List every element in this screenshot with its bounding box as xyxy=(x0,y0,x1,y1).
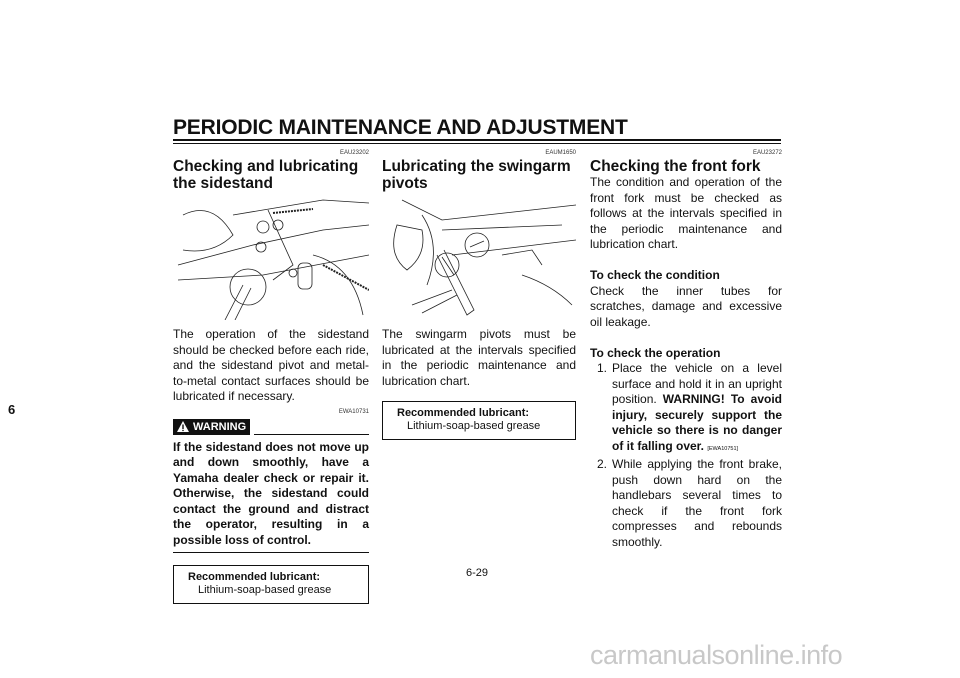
section-swingarm xyxy=(382,150,576,440)
section-code: EAU23272 xyxy=(752,150,782,156)
warning-code: EWA10731 xyxy=(338,408,369,415)
step-item: 1. Place the vehicle on a level surface and hold it in an upright position. WARNING! To avoid injury, securely support the vehicle so there is no danger of it falling over. [EWA10751] xyxy=(596,361,782,453)
warning-header xyxy=(173,419,369,435)
lubricant-value: Lithium-soap-based grease xyxy=(198,584,332,596)
step-warning: WARNING! To avoid injury, securely support the vehicle so there is no danger of it falling over. xyxy=(612,392,782,453)
chapter-tab: 6 xyxy=(8,402,16,417)
subheading-operation: To check the operation xyxy=(590,345,721,360)
section-heading: Lubricating the swingarm pivots xyxy=(382,158,571,192)
section-body: The operation of the sidestand should be checked before each ride, and the sidestand pivot and metal-to-metal contact surfaces should be lubricated if necessary. xyxy=(173,327,369,403)
section-front-fork xyxy=(590,150,782,550)
watermark: carmanualsonline.info xyxy=(590,640,843,670)
page-title: PERIODIC MAINTENANCE AND ADJUSTMENT xyxy=(173,116,628,139)
section-sidestand xyxy=(173,150,369,604)
section-code: EAUM1650 xyxy=(545,150,576,156)
lubricant-label: Recommended lubricant: xyxy=(397,407,530,419)
lubricant-label: Recommended lubricant: xyxy=(188,571,321,583)
swingarm-illustration xyxy=(382,195,576,320)
condition-text: Check the inner tubes for scratches, damage and excessive oil leakage. xyxy=(590,283,782,329)
sidestand-illustration xyxy=(173,195,369,320)
lubricant-box xyxy=(382,401,576,440)
lubricant-value: Lithium-soap-based grease xyxy=(407,420,541,432)
section-intro: The condition and operation of the front fork must be checked as follows at the intervals specified in the periodic maintenance and lubrication chart. xyxy=(590,175,782,251)
title-rule-thin xyxy=(173,143,781,144)
section-heading: Checking the front fork xyxy=(590,158,761,175)
warning-label: WARNING xyxy=(193,420,247,433)
subheading-condition: To check the condition xyxy=(590,268,720,282)
section-heading: Checking and lubricating the sidestand xyxy=(173,158,359,192)
page-number: 6-29 xyxy=(466,567,489,579)
step-item: 2. While applying the front brake, push down hard on the handlebars several times to check if the front fork compresses and rebounds smoothly. xyxy=(596,457,782,549)
lubricant-box xyxy=(173,565,369,604)
title-rule xyxy=(173,139,781,141)
warning-triangle-icon xyxy=(177,421,189,432)
warning-text: If the sidestand does not move up and down smoothly, have a Yamaha dealer check or repair it. Otherwise, the sidestand could contact the ground and distract the operator, resulting in a possible loss of control. xyxy=(173,440,369,554)
warning-badge xyxy=(173,419,250,435)
section-code: EAU23202 xyxy=(339,150,369,156)
step-warning-code: [EWA10751] xyxy=(707,445,739,452)
section-body: The swingarm pivots must be lubricated at the intervals specified in the periodic maintenance and lubrication chart. xyxy=(382,327,576,388)
